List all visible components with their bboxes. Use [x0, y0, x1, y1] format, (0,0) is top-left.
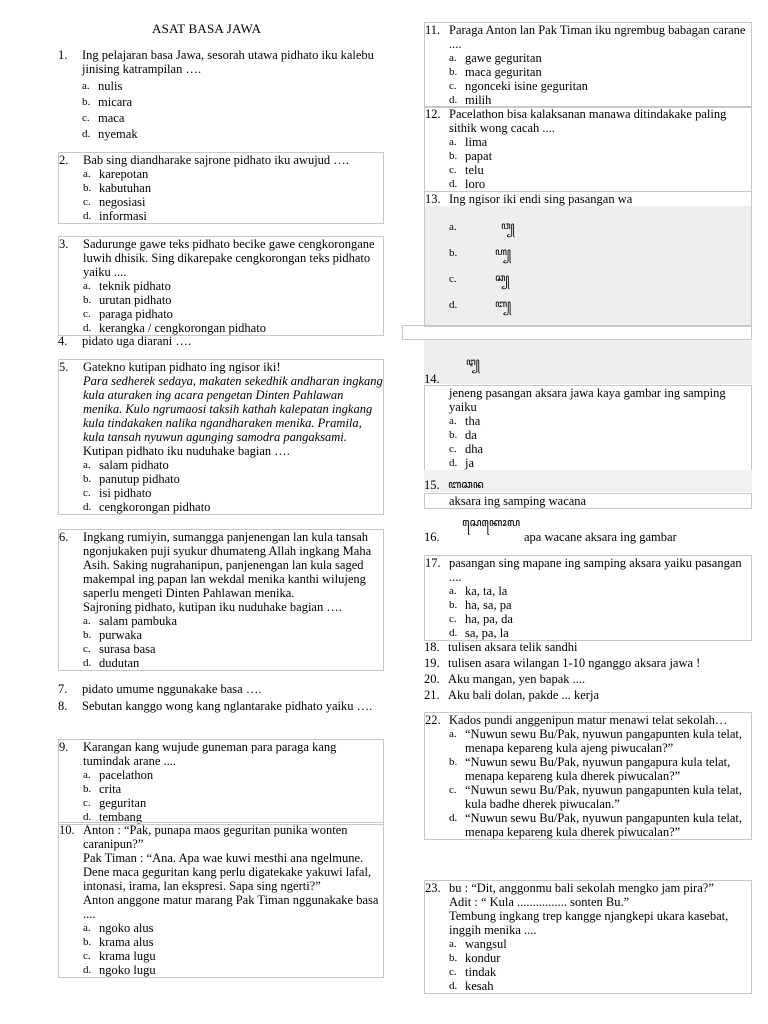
option[interactable] — [449, 598, 751, 612]
option-letter: c. — [449, 80, 457, 92]
question-14-glyph-area — [424, 340, 752, 384]
q-ask: Anton anggone matur marang Pak Timan nggunakake basa .... — [83, 893, 379, 921]
dialog-line: Adit : “ Kula ................ sonten Bu.” — [449, 895, 630, 909]
question-12 — [424, 106, 752, 192]
option-text: wangsul — [465, 937, 507, 951]
option[interactable] — [449, 428, 751, 442]
option[interactable] — [449, 456, 751, 470]
option[interactable] — [83, 921, 383, 935]
option-text: informasi — [99, 209, 147, 223]
question-7 — [58, 682, 384, 696]
option[interactable] — [82, 127, 384, 143]
option-letter: d. — [83, 322, 92, 334]
option-letter: a. — [449, 938, 457, 950]
pasangan-glyph: ꦮ꧀ — [501, 221, 515, 232]
option-text: ngonceki isine geguritan — [465, 79, 588, 93]
q-text: jeneng pasangan aksara jawa kaya gambar ing samping yaiku — [449, 386, 726, 414]
option-text: ngoko lugu — [99, 963, 156, 977]
option[interactable] — [449, 149, 751, 163]
option-letter: b. — [82, 96, 91, 108]
q-text: tulisen aksara telik sandhi — [448, 640, 578, 654]
question-2 — [58, 152, 384, 224]
option-letter: d. — [83, 657, 92, 669]
option[interactable] — [83, 293, 383, 307]
q-text: Ing ngisor iki endi sing pasangan wa — [449, 192, 633, 206]
option[interactable] — [83, 167, 383, 181]
q-text: pasangan sing mapane ing samping aksara yaiku pasangan .... — [449, 556, 742, 584]
option-letter: b. — [449, 599, 458, 611]
option-letter: c. — [83, 797, 91, 809]
option[interactable] — [83, 307, 383, 321]
option-letter: c. — [83, 308, 91, 320]
option[interactable] — [449, 246, 751, 272]
option-letter: b. — [449, 66, 458, 78]
option[interactable] — [83, 614, 383, 628]
option-text: kabutuhan — [99, 181, 152, 195]
pasangan-glyph: ꦲ꧀ — [495, 247, 511, 258]
option-letter: a. — [83, 168, 91, 180]
option[interactable] — [449, 220, 751, 246]
q-number: 8. — [58, 699, 68, 713]
option-text: ja — [465, 456, 475, 470]
option-letter: c. — [449, 784, 457, 796]
option[interactable] — [83, 628, 383, 642]
q-text: Bab sing diandharake sajrone pidhato iku awujud …. — [83, 153, 349, 167]
option-text: urutan pidhato — [99, 293, 172, 307]
option[interactable] — [83, 796, 383, 810]
question-19 — [424, 656, 752, 670]
option-text: telu — [465, 163, 484, 177]
option-text: panutup pidhato — [99, 472, 180, 486]
aksara-image: ꦧꦕꦤ — [448, 478, 484, 491]
q-text: Anton : “Pak, punapa maos geguritan punika wonten caranipun?” — [83, 823, 348, 851]
q-number: 16. — [424, 530, 440, 544]
option-text: crita — [99, 782, 122, 796]
q-number: 6. — [59, 530, 69, 544]
q-ask: Sajroning pidhato, kutipan iku nuduhake bagian …. — [83, 600, 342, 614]
question-21 — [424, 688, 752, 702]
option-letter: d. — [449, 457, 458, 469]
aksara-image: ꦛ꧀ — [466, 357, 480, 368]
q-number: 9. — [59, 740, 69, 754]
q-number: 13. — [425, 192, 441, 206]
q-ask: Tembung ingkang trep kangge njangkepi ukara kasebat, inggih menika .... — [449, 909, 729, 937]
q-number: 18. — [424, 640, 440, 654]
option[interactable] — [83, 500, 383, 514]
option-letter: b. — [83, 783, 92, 795]
option-letter: b. — [83, 936, 92, 948]
option-letter: a. — [449, 221, 457, 233]
option[interactable] — [449, 979, 751, 993]
option-text: krama lugu — [99, 949, 156, 963]
q-number: 15. — [424, 478, 440, 492]
option[interactable] — [449, 272, 751, 298]
option-letter: b. — [449, 429, 458, 441]
q-number: 12. — [425, 107, 441, 121]
q-text: Aku mangan, yen bapak .... — [448, 672, 586, 686]
option-letter: a. — [449, 728, 457, 740]
q-number: 14. — [424, 372, 440, 386]
option[interactable] — [83, 935, 383, 949]
option-letter: a. — [83, 615, 91, 627]
q-number: 1. — [58, 48, 68, 62]
question-11 — [424, 22, 752, 108]
option[interactable] — [83, 472, 383, 486]
option-text: tembang — [99, 810, 143, 824]
option-letter: c. — [449, 164, 457, 176]
option[interactable] — [83, 209, 383, 223]
option-text: ha, pa, da — [465, 612, 513, 626]
option-letter: c. — [449, 443, 457, 455]
question-10 — [58, 822, 384, 978]
option-text: “Nuwun sewu Bu/Pak, nyuwun pangapunten kula telat, menapa kepareng kula dherek piwucalan?” — [465, 811, 743, 839]
speech-quote: Para sedherek sedaya, makaten sekedhik andharan ingkang kula aturaken ing acara pengetan Dinten Pahlawan menika. Kulo ngrumaosi taksih kathah kalepatan ingkang kula tindakaken nalika ngandharaken menika. Pramila, kula tansah nyuwun agunging samodra pangaksami. — [83, 374, 383, 444]
option-text: dudutan — [99, 656, 140, 670]
q-text: Pacelathon bisa kalaksanan manawa ditindakake paling sithik wong cacah .... — [449, 107, 727, 135]
option-text: geguritan — [99, 796, 147, 810]
q-text: pidato umume nggunakake basa …. — [82, 682, 262, 696]
q-text: Sebutan kanggo wong kang nglantarake pidhato yaiku …. — [82, 699, 373, 713]
option-letter: b. — [83, 294, 92, 306]
option-text: krama alus — [99, 935, 154, 949]
blank-divider-box — [402, 325, 752, 340]
question-16 — [424, 516, 752, 544]
option-letter: c. — [82, 112, 90, 124]
question-4 — [58, 334, 384, 348]
option[interactable] — [82, 95, 384, 111]
q-text: Ingkang rumiyin, sumangga panjenengan lan kula tansah ngonjukaken puji syukur dhumateng Allah ingkang Maha Asih. Saking nugrahanipun, panjenengan lan kula saged makempal ing papan lan wekdal menika kanthi wilujeng saperlu mengeti Dinten Pahlawan menika. — [83, 530, 372, 600]
dialog-line: Pak Timan : “Ana. Apa wae kuwi mesthi ana ngelmune. Dene maca geguritan kang perlu digatekake yakuwi lafal, intonasi, irama, lan ekspresi. Sapa sing ngerti?” — [83, 851, 372, 893]
option-text: “Nuwun sewu Bu/Pak, nyuwun pangapura kula telat, menapa kepareng kula dherek piwucalan?” — [465, 755, 731, 783]
option[interactable] — [449, 755, 751, 783]
q-number: 20. — [424, 672, 440, 686]
option-text: ngoko alus — [99, 921, 154, 935]
question-23 — [424, 880, 752, 994]
question-5 — [58, 359, 384, 515]
option[interactable] — [449, 951, 751, 965]
option[interactable] — [83, 195, 383, 209]
question-20 — [424, 672, 752, 686]
option-text: cengkorongan pidhato — [99, 500, 211, 514]
question-8 — [58, 698, 384, 714]
option-letter: c. — [449, 613, 457, 625]
q-number: 3. — [59, 237, 69, 251]
option[interactable] — [449, 727, 751, 755]
option-text: “Nuwun sewu Bu/Pak, nyuwun pangapunten kula telat, menapa kepareng kula ajeng piwucalan?” — [465, 727, 743, 755]
pasangan-glyph: ꦕ꧀ — [495, 273, 510, 284]
option[interactable] — [83, 279, 383, 293]
option[interactable] — [449, 442, 751, 456]
option-text: sa, pa, la — [465, 626, 509, 640]
option[interactable] — [83, 458, 383, 472]
question-9 — [58, 739, 384, 825]
question-15 — [424, 470, 752, 492]
option[interactable] — [449, 177, 751, 191]
question-1 — [58, 48, 384, 143]
option-text: pacelathon — [99, 768, 154, 782]
page-title: ASAT BASA JAWA — [152, 21, 262, 36]
option-letter: d. — [83, 964, 92, 976]
q-number: 21. — [424, 688, 440, 702]
option-text: ha, sa, pa — [465, 598, 512, 612]
option-text: maca geguritan — [465, 65, 542, 79]
option-text: lima — [465, 135, 488, 149]
option-text: salam pambuka — [99, 614, 178, 628]
q-number: 10. — [59, 823, 75, 837]
option-letter: d. — [83, 501, 92, 513]
q-number: 19. — [424, 656, 440, 670]
question-13 — [424, 191, 752, 327]
option-text: negosiasi — [99, 195, 146, 209]
option[interactable] — [83, 963, 383, 977]
option-letter: a. — [449, 52, 457, 64]
option-text: da — [465, 428, 477, 442]
option[interactable] — [449, 135, 751, 149]
option[interactable] — [449, 163, 751, 177]
q-number: 2. — [59, 153, 69, 167]
question-3 — [58, 236, 384, 336]
option-letter: a. — [83, 922, 91, 934]
q-text: Karangan kang wujude guneman para paraga kang tumindak arane .... — [83, 740, 337, 768]
option-text: nyemak — [98, 127, 138, 141]
option[interactable] — [449, 51, 751, 65]
option-letter: d. — [449, 812, 458, 824]
option-letter: d. — [82, 128, 91, 140]
q-text: pidato uga diarani …. — [82, 334, 191, 348]
option-letter: a. — [83, 769, 91, 781]
q-text: Ing pelajaran basa Jawa, sesorah utawa pidhato iku kalebu jinising katrampilan …. — [82, 48, 374, 76]
option-text: nulis — [98, 79, 123, 93]
q-number: 11. — [425, 23, 441, 37]
option[interactable] — [83, 321, 383, 335]
option[interactable] — [82, 111, 384, 127]
option-text: “Nuwun sewu Bu/Pak, nyuwun pangapunten kula telat, kula badhe dherek piwucalan.” — [465, 783, 743, 811]
option-letter: b. — [83, 473, 92, 485]
option-text: purwaka — [99, 628, 143, 642]
option[interactable] — [82, 79, 384, 95]
option-text: maca — [98, 111, 125, 125]
option-letter: c. — [83, 950, 91, 962]
option-letter: a. — [83, 459, 91, 471]
q-text: Sadurunge gawe teks pidhato becike gawe cengkorongane luwih dhisik. Sing dikarepake cengkorongan teks pidhato yaiku .... — [83, 237, 375, 279]
option-letter: c. — [83, 196, 91, 208]
option-text: salam pidhato — [99, 458, 169, 472]
question-17 — [424, 555, 752, 641]
option[interactable] — [83, 656, 383, 670]
option-letter: d. — [449, 627, 458, 639]
option-text: paraga pidhato — [99, 307, 173, 321]
option[interactable] — [449, 79, 751, 93]
option[interactable] — [449, 584, 751, 598]
q-number: 23. — [425, 881, 441, 895]
option-letter: d. — [83, 811, 92, 823]
option-text: papat — [465, 149, 493, 163]
option-letter: b. — [449, 247, 458, 259]
question-22 — [424, 712, 752, 840]
option-letter: b. — [449, 150, 458, 162]
option-letter: c. — [449, 273, 457, 285]
option[interactable] — [449, 93, 751, 107]
option-letter: a. — [83, 280, 91, 292]
option-letter: a. — [82, 80, 90, 92]
option-letter: d. — [449, 299, 458, 311]
q-text: aksara ing samping wacana — [449, 494, 587, 508]
q-number: 4. — [58, 334, 68, 348]
option[interactable] — [83, 768, 383, 782]
option-letter: d. — [449, 980, 458, 992]
option-text: tha — [465, 414, 481, 428]
option-letter: b. — [83, 629, 92, 641]
option[interactable] — [449, 626, 751, 640]
option-letter: b. — [449, 952, 458, 964]
option-letter: b. — [83, 182, 92, 194]
option[interactable] — [449, 783, 751, 811]
option-letter: a. — [449, 415, 457, 427]
q-text: tulisen asara wilangan 1-10 nganggo aksara jawa ! — [448, 656, 701, 670]
option-text: teknik pidhato — [99, 279, 171, 293]
question-18 — [424, 640, 752, 654]
option[interactable] — [83, 181, 383, 195]
option[interactable] — [449, 612, 751, 626]
option-letter: d. — [449, 94, 458, 106]
question-6 — [58, 529, 384, 671]
pasangan-glyph: ꦧ꧀ — [495, 299, 511, 310]
option[interactable] — [449, 65, 751, 79]
option-text: surasa basa — [99, 642, 156, 656]
option[interactable] — [449, 965, 751, 979]
q-text: Aku bali dolan, pakde ... kerja — [448, 688, 599, 702]
option-text: loro — [465, 177, 486, 191]
option-text: kerangka / cengkorongan pidhato — [99, 321, 266, 335]
option-text: karepotan — [99, 167, 149, 181]
option-text: kondur — [465, 951, 501, 965]
option-letter: c. — [449, 966, 457, 978]
option[interactable] — [449, 811, 751, 839]
option-letter: b. — [449, 756, 458, 768]
option-text: dha — [465, 442, 484, 456]
option-text: ka, ta, la — [465, 584, 508, 598]
option[interactable] — [449, 414, 751, 428]
option-letter: a. — [449, 136, 457, 148]
q-ask: Kutipan pidhato iku nuduhake bagian …. — [83, 444, 290, 458]
question-15-text — [424, 493, 752, 509]
q-number: 5. — [59, 360, 69, 374]
option-letter: d. — [449, 178, 458, 190]
option-text: isi pidhato — [99, 486, 152, 500]
option-letter: c. — [83, 487, 91, 499]
q-text: apa wacane aksara ing gambar — [524, 530, 677, 544]
q-text: bu : “Dit, anggonmu bali sekolah mengko jam pira?” — [449, 881, 714, 895]
option[interactable] — [83, 486, 383, 500]
q-number: 22. — [425, 713, 441, 727]
question-14 — [424, 385, 752, 471]
q-text: Gatekno kutipan pidhato ing ngisor iki! — [83, 360, 281, 374]
option[interactable] — [449, 937, 751, 951]
option-text: milih — [465, 93, 492, 107]
option[interactable] — [449, 298, 751, 324]
option[interactable] — [83, 949, 383, 963]
option-text: gawe geguritan — [465, 51, 542, 65]
q-text: Paraga Anton lan Pak Timan iku ngrembug babagan carane .... — [449, 23, 746, 51]
q-number: 7. — [58, 682, 68, 696]
option-text: kesah — [465, 979, 494, 993]
option-letter: d. — [83, 210, 92, 222]
option-letter: a. — [449, 585, 457, 597]
q-text: Kados pundi anggenipun matur menawi telat sekolah… — [449, 713, 728, 727]
option[interactable] — [83, 642, 383, 656]
option-text: micara — [98, 95, 133, 109]
option-letter: c. — [83, 643, 91, 655]
aksara-image: ꦱꦺꦏꦺꦴꦭ — [462, 516, 520, 529]
option[interactable] — [83, 782, 383, 796]
q-number: 17. — [425, 556, 441, 570]
option-text: tindak — [465, 965, 497, 979]
